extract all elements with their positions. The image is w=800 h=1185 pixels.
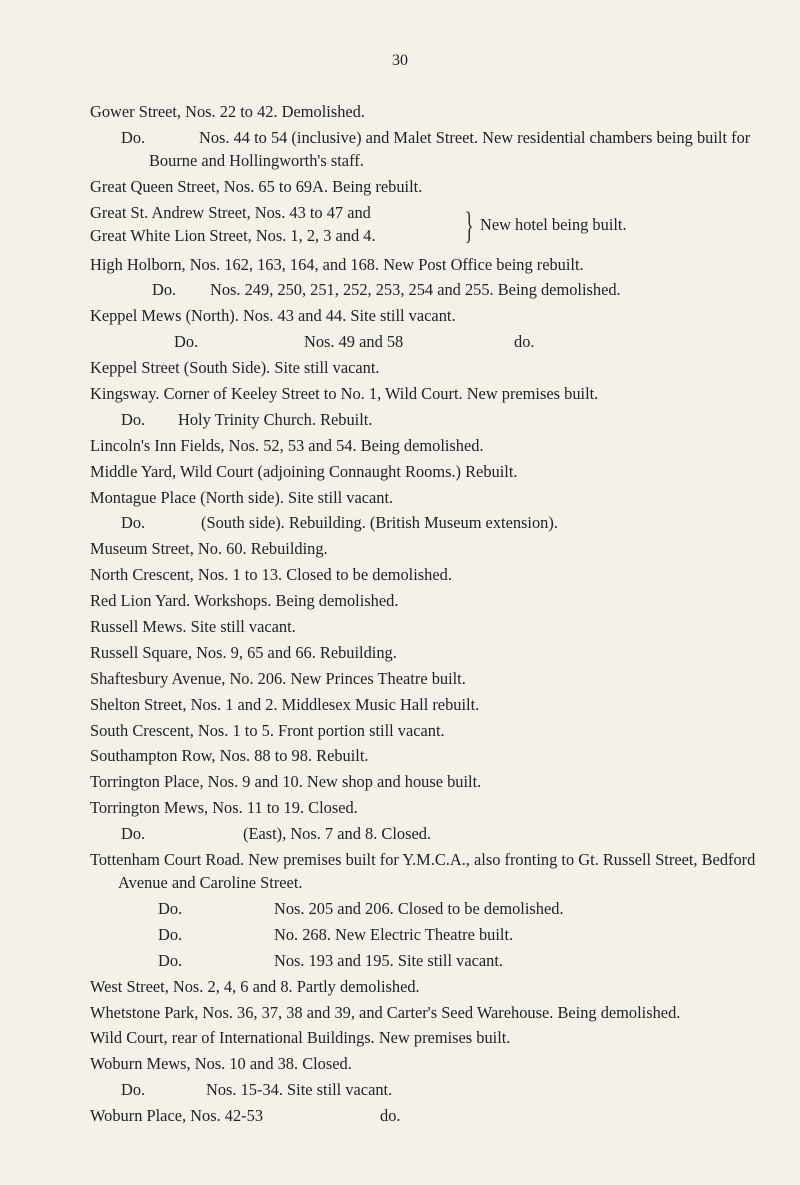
list-item: Keppel Street (South Side). Site still vacant. [90, 358, 380, 378]
list-item: South Crescent, Nos. 1 to 5. Front portion still vacant. [90, 720, 445, 740]
list-item: Shaftesbury Avenue, No. 206. New Princes Theatre built. [90, 668, 466, 688]
entry-text: Nos. 49 and 58 [304, 332, 404, 352]
list-item: West Street, Nos. 2, 4, 6 and 8. Partly demolished. [90, 976, 420, 996]
entry-text: Holy Trinity Church. Rebuilt. [178, 409, 373, 429]
list-item: Russell Mews. Site still vacant. [90, 617, 296, 637]
ditto-mark: Do. [158, 898, 183, 918]
list-item [90, 923, 770, 946]
list-item: North Crescent, Nos. 1 to 13. Closed to be demolished. [90, 565, 452, 585]
ditto-mark: Do. [174, 332, 199, 352]
entry-text: Nos. 193 and 195. Site still vacant. [274, 950, 503, 970]
list-item: Great White Lion Street, Nos. 1, 2, 3 and 4. [90, 225, 376, 245]
list-item: Montague Place (North side). Site still vacant. [90, 487, 394, 507]
ditto-mark: Do. [121, 127, 146, 147]
list-item: Keppel Mews (North). Nos. 43 and 44. Site still vacant. [90, 306, 456, 326]
ditto-mark: do. [514, 332, 535, 352]
list-item: Torrington Place, Nos. 9 and 10. New shop and house built. [90, 772, 482, 792]
entry-text: Nos. 249, 250, 251, 252, 253, 254 and 255. Being demolished. [210, 280, 621, 300]
list-item [90, 408, 770, 431]
bracket-note: New hotel being built. [480, 214, 627, 234]
list-item: Middle Yard, Wild Court (adjoining Connaught Rooms.) Rebuilt. [90, 461, 518, 481]
entry-text: Woburn Place, Nos. 42-53 [90, 1106, 264, 1126]
list-item [90, 126, 770, 172]
entry-text: Nos. 205 and 206. Closed to be demolished. [274, 898, 564, 918]
entry-list [90, 100, 770, 1130]
list-item [90, 278, 770, 301]
list-item: Kingsway. Corner of Keeley Street to No. 1, Wild Court. New premises built. [90, 384, 599, 404]
list-item: Great St. Andrew Street, Nos. 43 to 47 and [90, 202, 371, 222]
list-item [90, 1078, 770, 1101]
ditto-mark: Do. [121, 513, 146, 533]
entry-text: (East), Nos. 7 and 8. Closed. [243, 824, 432, 844]
list-item: Woburn Mews, Nos. 10 and 38. Closed. [90, 1054, 352, 1074]
list-item [90, 897, 770, 920]
list-item [90, 822, 770, 845]
list-item: Great Queen Street, Nos. 65 to 69A. Being rebuilt. [90, 176, 423, 196]
ditto-mark: do. [380, 1106, 401, 1126]
list-item: Gower Street, Nos. 22 to 42. Demolished. [90, 102, 365, 121]
list-item: Russell Square, Nos. 9, 65 and 66. Rebuilding. [90, 642, 397, 662]
ditto-mark: Do. [152, 280, 177, 300]
list-item: Tottenham Court Road. New premises built for Y.M.C.A., also fronting to Gt. Russell Street, Bedford Avenue and Caroline Street. [90, 850, 756, 893]
list-item: Torrington Mews, Nos. 11 to 19. Closed. [90, 798, 358, 818]
list-item: Southampton Row, Nos. 88 to 98. Rebuilt. [90, 746, 369, 766]
list-item [90, 511, 770, 534]
list-item: Wild Court, rear of International Buildings. New premises built. [90, 1028, 511, 1048]
list-item [90, 1104, 770, 1127]
ditto-mark: Do. [121, 409, 146, 429]
list-item: Shelton Street, Nos. 1 and 2. Middlesex Music Hall rebuilt. [90, 694, 480, 714]
ditto-mark: Do. [158, 924, 183, 944]
entry-text: Nos. 44 to 54 (inclusive) and Malet Street. New residential chambers being built for Bourne and Hollingworth's staff. [149, 127, 751, 170]
brace-symbol: } [464, 204, 474, 247]
list-item: Red Lion Yard. Workshops. Being demolished. [90, 591, 399, 611]
page-number: 30 [392, 52, 408, 69]
ditto-mark: Do. [158, 950, 183, 970]
list-item [90, 949, 770, 972]
list-item: Lincoln's Inn Fields, Nos. 52, 53 and 54. Being demolished. [90, 435, 484, 455]
list-item: Whetstone Park, Nos. 36, 37, 38 and 39, and Carter's Seed Warehouse. Being demolished. [90, 1002, 681, 1022]
entry-text: (South side). Rebuilding. (British Museum extension). [201, 513, 558, 533]
list-item: High Holborn, Nos. 162, 163, 164, and 168. New Post Office being rebuilt. [90, 254, 584, 274]
entry-text: Nos. 15-34. Site still vacant. [206, 1080, 393, 1100]
ditto-mark: Do. [121, 824, 146, 844]
ditto-mark: Do. [121, 1080, 146, 1100]
list-item [90, 330, 770, 353]
list-item: Museum Street, No. 60. Rebuilding. [90, 539, 328, 559]
bracketed-entries [90, 201, 770, 250]
entry-text: No. 268. New Electric Theatre built. [274, 924, 514, 944]
